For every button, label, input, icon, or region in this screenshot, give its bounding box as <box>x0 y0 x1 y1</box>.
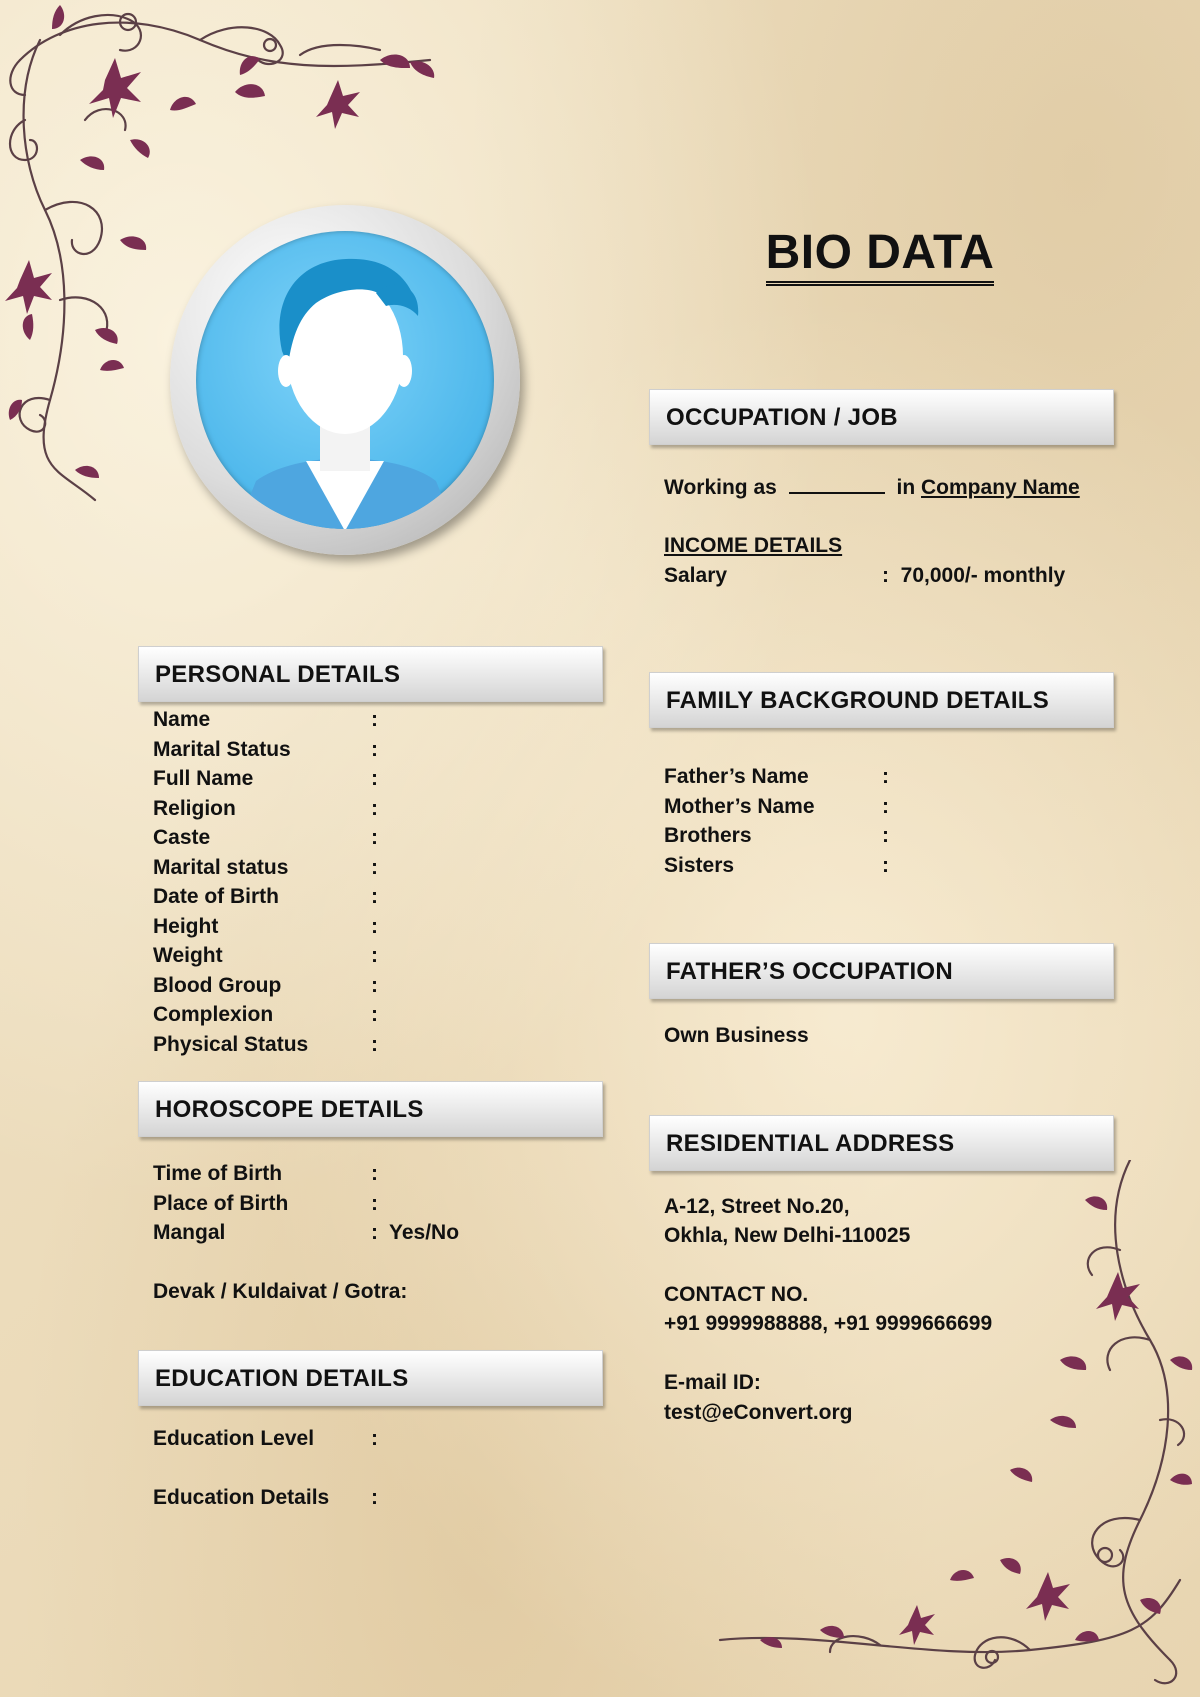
page-title: BIO DATA <box>700 225 1060 286</box>
field-label: Father’s Name <box>664 765 809 788</box>
working-as-line <box>664 473 1124 503</box>
father-occupation-heading: FATHER’S OCCUPATION <box>649 943 1114 999</box>
horoscope-heading: HOROSCOPE DETAILS <box>138 1081 603 1137</box>
field-label: Date of Birth <box>153 885 279 908</box>
field-label: Time of Birth <box>153 1162 283 1185</box>
field-label: Mangal <box>153 1221 226 1244</box>
field-label: Full Name <box>153 767 254 790</box>
email-heading: E-mail ID: <box>664 1371 761 1394</box>
personal-heading: PERSONAL DETAILS <box>138 646 603 702</box>
family-row-brothers <box>664 821 1084 851</box>
field-label: Physical Status <box>153 1032 309 1056</box>
field-label: Height <box>153 914 219 938</box>
education-list <box>153 1424 573 1513</box>
personal-row-height <box>153 912 573 942</box>
address-line-2: Okhla, New Delhi-110025 <box>664 1224 911 1247</box>
field-separator: : <box>371 1032 378 1056</box>
field-separator: : <box>371 1162 378 1185</box>
address-heading: RESIDENTIAL ADDRESS <box>649 1115 1114 1171</box>
father-occupation-value: Own Business <box>664 1024 809 1047</box>
field-separator: : <box>882 765 889 788</box>
field-label: Marital status <box>153 855 289 879</box>
field-separator: : <box>371 1486 378 1509</box>
field-label: Name <box>153 708 211 731</box>
field-label: Education Level <box>153 1427 315 1450</box>
field-separator: : <box>371 885 378 908</box>
horoscope-list <box>153 1159 573 1248</box>
field-label: Brothers <box>664 824 752 847</box>
occupation-heading: OCCUPATION / JOB <box>649 389 1114 445</box>
personal-row-marital-status-2 <box>153 853 573 883</box>
address-line-1: A-12, Street No.20, <box>664 1195 850 1218</box>
horoscope-row-mangal <box>153 1218 573 1248</box>
mangal-value: Yes/No <box>389 1221 460 1244</box>
family-row-mother <box>664 792 1084 822</box>
field-label: Mother’s Name <box>664 794 815 818</box>
education-row-level <box>153 1424 573 1483</box>
field-separator: : <box>371 737 378 761</box>
family-row-father <box>664 762 1084 792</box>
field-separator: : <box>371 1191 378 1215</box>
horoscope-row-place <box>153 1189 573 1219</box>
personal-row-full-name <box>153 764 573 794</box>
field-separator: : <box>882 853 889 877</box>
profile-avatar-icon <box>196 231 494 529</box>
personal-row-complexion <box>153 1000 573 1030</box>
field-label: Sisters <box>664 853 735 877</box>
email-value[interactable]: test@eConvert.org <box>664 1401 853 1424</box>
field-separator: : <box>371 973 378 997</box>
working-as-label: Working as <box>664 476 777 499</box>
education-heading: EDUCATION DETAILS <box>138 1350 603 1406</box>
working-in-label: in <box>896 476 916 499</box>
field-label: Marital Status <box>153 737 291 761</box>
salary-label: Salary <box>664 564 728 587</box>
personal-row-marital-status <box>153 735 573 765</box>
field-separator: : <box>371 855 378 879</box>
income-heading: INCOME DETAILS <box>664 534 843 557</box>
field-separator: : <box>371 1003 378 1026</box>
field-label: Religion <box>153 796 236 820</box>
personal-list <box>153 705 573 1059</box>
family-heading: FAMILY BACKGROUND DETAILS <box>649 672 1114 728</box>
field-label: Blood Group <box>153 973 282 997</box>
field-label: Complexion <box>153 1003 274 1026</box>
field-separator: : <box>371 944 378 967</box>
contact-value: +91 9999988888, +91 9999666699 <box>664 1312 993 1335</box>
field-separator: : <box>371 767 378 790</box>
personal-row-weight <box>153 941 573 971</box>
personal-row-physical-status <box>153 1030 573 1060</box>
field-separator: : <box>371 1427 378 1450</box>
family-list <box>664 762 1084 880</box>
personal-row-blood-group <box>153 971 573 1001</box>
education-row-details <box>153 1483 573 1513</box>
field-separator: : <box>882 824 889 847</box>
field-separator: : <box>882 794 889 818</box>
company-name: Company Name <box>921 476 1080 499</box>
personal-row-caste <box>153 823 573 853</box>
contact-heading: CONTACT NO. <box>664 1283 809 1306</box>
field-label: Education Details <box>153 1486 330 1509</box>
field-separator: : <box>371 1221 378 1244</box>
field-separator: : <box>371 826 378 849</box>
gotra-label: Devak / Kuldaivat / Gotra: <box>153 1280 408 1303</box>
field-separator: : <box>371 796 378 820</box>
personal-row-name <box>153 705 573 735</box>
family-row-sisters <box>664 851 1084 881</box>
field-separator: : <box>371 914 378 938</box>
personal-row-religion <box>153 794 573 824</box>
field-label: Caste <box>153 826 211 849</box>
salary-value: : 70,000/- monthly <box>882 564 1066 587</box>
personal-row-date-of-birth <box>153 882 573 912</box>
profile-photo-frame[interactable] <box>170 205 520 555</box>
field-label: Weight <box>153 944 223 967</box>
horoscope-row-time <box>153 1159 573 1189</box>
job-title-blank[interactable] <box>789 476 885 494</box>
field-separator: : <box>371 708 378 731</box>
field-label: Place of Birth <box>153 1191 289 1215</box>
